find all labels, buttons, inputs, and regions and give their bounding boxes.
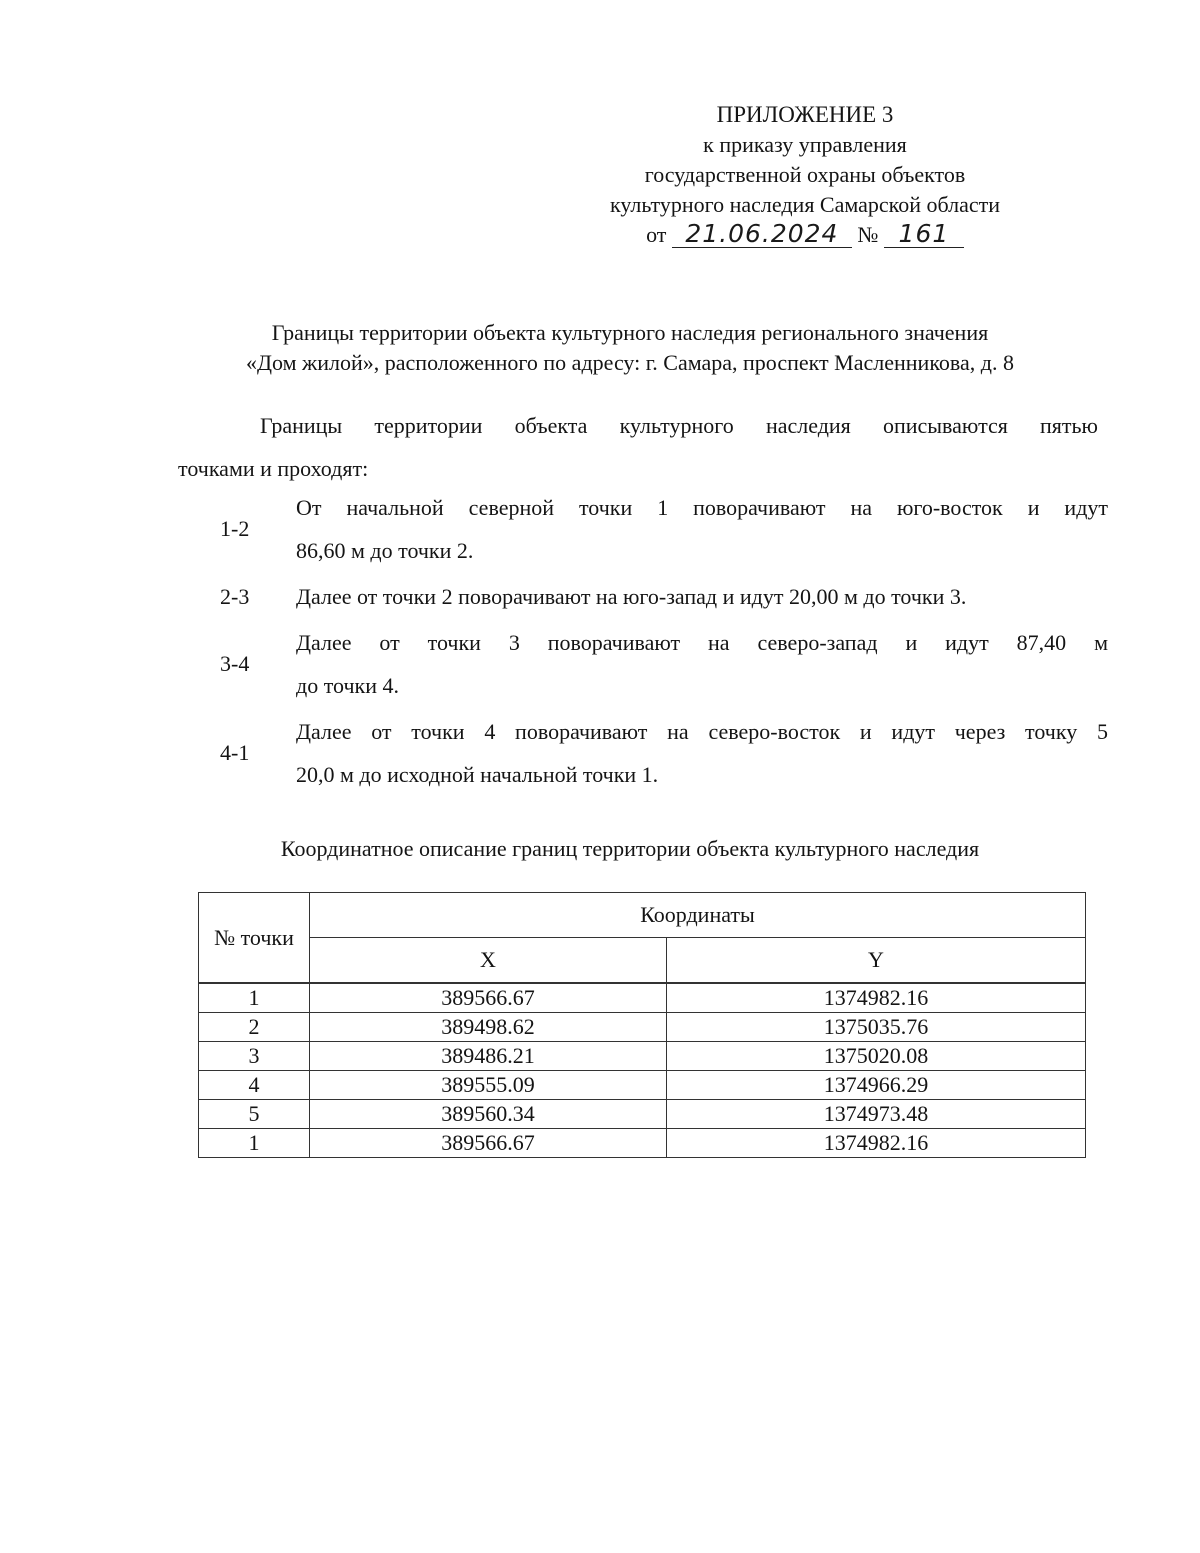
boundary-segments [178,486,1108,799]
segment-text-line: От начальной северной точки 1 поворачивают на юго-восток и идут [296,495,1108,520]
table-subheader-row [199,938,1086,984]
segment-description [296,486,1108,572]
segment-description [296,621,1108,707]
cell-y: 1374973.48 [667,1100,1086,1129]
cell-point: 4 [199,1071,310,1100]
date-prefix: от [646,222,667,247]
segment-text-line: Далее от точки 3 поворачивают на северо-запад и идут 87,40 м [296,630,1108,655]
cell-y: 1374982.16 [667,983,1086,1013]
cell-x: 389486.21 [310,1042,667,1071]
segment-2-3 [178,575,1108,618]
handwritten-number: 161 [884,221,964,248]
title-line-2: «Дом жилой», расположенного по адресу: г. Самара, проспект Масленникова, д. 8 [246,350,1014,375]
cell-y: 1375035.76 [667,1013,1086,1042]
cell-y: 1375020.08 [667,1042,1086,1071]
appendix-header [560,100,1050,250]
order-date-number-line [560,220,1050,250]
cell-x: 389555.09 [310,1071,667,1100]
table-row [199,1013,1086,1042]
cell-point: 1 [199,1129,310,1158]
appendix-line-2: государственной охраны объектов [644,162,966,187]
intro-paragraph [178,404,1098,490]
number-prefix: № [857,222,879,247]
segment-text-line: Далее от точки 2 поворачивают на юго-запад и идут 20,00 м до точки 3. [296,584,967,609]
cell-point: 2 [199,1013,310,1042]
table-row [199,1071,1086,1100]
cell-y: 1374982.16 [667,1129,1086,1158]
segment-text-line: до точки 4. [296,673,399,698]
segment-description [296,575,1108,618]
table-row [199,983,1086,1013]
cell-x: 389498.62 [310,1013,667,1042]
segment-code: 3-4 [220,651,250,676]
segment-text-line: 86,60 м до точки 2. [296,538,474,563]
cell-point: 5 [199,1100,310,1129]
segment-code: 1-2 [220,516,250,541]
intro-line-2: точками и проходят: [178,456,369,481]
header-point-number: № точки [199,893,310,984]
table-row [199,1129,1086,1158]
segment-code: 2-3 [220,583,250,609]
header-y: Y [667,938,1086,984]
coordinates-caption: Координатное описание границ территории объекта культурного наследия [280,836,980,861]
title-line-1: Границы территории объекта культурного наследия регионального значения [271,320,989,345]
cell-point: 1 [199,983,310,1013]
segment-description [296,710,1108,796]
segment-4-1 [178,710,1108,796]
segment-text-line: 20,0 м до исходной начальной точки 1. [296,762,659,787]
appendix-line-3: культурного наследия Самарской области [609,192,1001,217]
cell-x: 389566.67 [310,983,667,1013]
segment-3-4 [178,621,1108,707]
document-title [150,318,1110,378]
header-x: X [310,938,667,984]
cell-y: 1374966.29 [667,1071,1086,1100]
header-coordinates: Координаты [310,893,1086,938]
table-header-row [199,893,1086,938]
handwritten-date: 21.06.2024 [672,221,852,248]
segment-code: 4-1 [220,740,250,765]
segment-text-line: Далее от точки 4 поворачивают на северо-восток и идут через точку 5 [296,719,1108,744]
coordinates-table [198,892,1086,1158]
segment-1-2 [178,486,1108,572]
intro-line-1: Границы территории объекта культурного наследия описываются пятью [260,413,1098,438]
table-row [199,1042,1086,1071]
cell-x: 389560.34 [310,1100,667,1129]
appendix-heading: ПРИЛОЖЕНИЕ 3 [716,102,894,127]
table-row [199,1100,1086,1129]
cell-x: 389566.67 [310,1129,667,1158]
cell-point: 3 [199,1042,310,1071]
appendix-line-1: к приказу управления [703,132,907,157]
